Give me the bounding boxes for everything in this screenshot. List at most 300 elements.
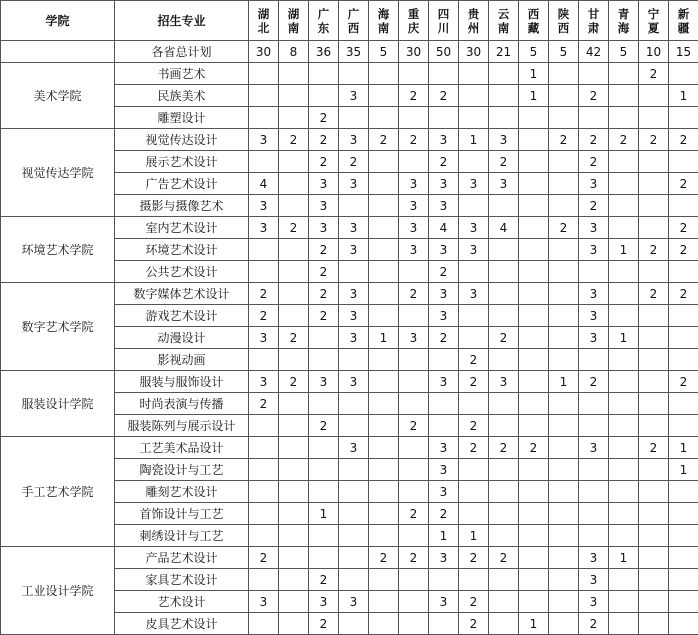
province-header xyxy=(459,1,489,41)
quota-cell xyxy=(489,349,519,371)
quota-cell xyxy=(639,327,669,349)
quota-cell xyxy=(639,393,669,415)
quota-cell xyxy=(519,393,549,415)
quota-cell: 2 xyxy=(489,327,519,349)
total-value-cell: 42 xyxy=(579,41,609,63)
quota-cell: 3 xyxy=(429,459,459,481)
quota-cell: 1 xyxy=(519,85,549,107)
quota-cell xyxy=(279,349,309,371)
quota-cell: 2 xyxy=(249,305,279,327)
quota-cell xyxy=(639,151,669,173)
major-cell: 游戏艺术设计 xyxy=(115,305,249,327)
quota-cell xyxy=(579,459,609,481)
quota-cell xyxy=(669,393,698,415)
quota-cell: 3 xyxy=(249,371,279,393)
quota-cell xyxy=(369,393,399,415)
quota-cell xyxy=(429,393,459,415)
quota-cell xyxy=(399,151,429,173)
quota-cell: 3 xyxy=(339,239,369,261)
quota-cell: 3 xyxy=(579,569,609,591)
quota-cell: 3 xyxy=(309,591,339,613)
quota-cell: 1 xyxy=(519,63,549,85)
quota-cell xyxy=(249,459,279,481)
quota-cell: 4 xyxy=(489,217,519,239)
quota-cell: 3 xyxy=(399,239,429,261)
quota-cell xyxy=(279,305,309,327)
quota-cell: 2 xyxy=(279,327,309,349)
quota-cell xyxy=(459,63,489,85)
quota-cell xyxy=(609,349,639,371)
quota-cell xyxy=(549,239,579,261)
quota-cell: 2 xyxy=(309,283,339,305)
quota-cell xyxy=(549,547,579,569)
quota-cell xyxy=(489,591,519,613)
total-value-cell: 8 xyxy=(279,41,309,63)
province-header-char: 广 xyxy=(339,7,368,21)
quota-cell xyxy=(489,459,519,481)
total-row-label: 各省总计划 xyxy=(115,41,249,63)
quota-cell xyxy=(669,481,698,503)
quota-cell: 2 xyxy=(579,371,609,393)
quota-cell: 2 xyxy=(309,613,339,635)
quota-cell xyxy=(399,371,429,393)
major-cell: 陶瓷设计与工艺 xyxy=(115,459,249,481)
quota-cell: 2 xyxy=(669,129,698,151)
quota-cell xyxy=(669,107,698,129)
quota-cell xyxy=(309,437,339,459)
quota-cell xyxy=(669,63,698,85)
quota-cell xyxy=(249,613,279,635)
province-header-char: 四 xyxy=(429,7,458,21)
province-header-char: 海 xyxy=(609,21,638,35)
quota-cell: 2 xyxy=(429,261,459,283)
major-cell: 摄影与摄像艺术 xyxy=(115,195,249,217)
quota-cell xyxy=(609,195,639,217)
province-header-char: 重 xyxy=(399,7,428,21)
quota-cell xyxy=(639,195,669,217)
quota-cell xyxy=(639,569,669,591)
quota-cell xyxy=(639,481,669,503)
total-value-cell: 30 xyxy=(249,41,279,63)
province-header-char: 藏 xyxy=(519,21,548,35)
quota-cell xyxy=(399,437,429,459)
quota-cell: 1 xyxy=(459,525,489,547)
quota-cell xyxy=(609,393,639,415)
quota-cell: 2 xyxy=(579,85,609,107)
table-row xyxy=(1,63,698,85)
quota-cell xyxy=(669,569,698,591)
major-cell: 书画艺术 xyxy=(115,63,249,85)
quota-cell: 3 xyxy=(429,173,459,195)
province-header xyxy=(279,1,309,41)
quota-cell: 1 xyxy=(429,525,459,547)
quota-cell xyxy=(609,151,639,173)
province-header xyxy=(609,1,639,41)
quota-cell: 1 xyxy=(669,437,698,459)
quota-cell xyxy=(579,503,609,525)
quota-cell xyxy=(519,305,549,327)
quota-cell xyxy=(279,195,309,217)
quota-cell xyxy=(519,459,549,481)
province-header-char: 庆 xyxy=(399,21,428,35)
quota-cell: 3 xyxy=(399,327,429,349)
quota-cell xyxy=(669,547,698,569)
quota-cell xyxy=(549,107,579,129)
major-cell: 刺绣设计与工艺 xyxy=(115,525,249,547)
quota-cell: 3 xyxy=(579,437,609,459)
province-header-char: 南 xyxy=(279,21,308,35)
quota-cell xyxy=(249,415,279,437)
quota-cell: 2 xyxy=(639,63,669,85)
quota-cell xyxy=(369,459,399,481)
quota-cell: 3 xyxy=(339,217,369,239)
quota-cell xyxy=(489,525,519,547)
quota-cell xyxy=(459,305,489,327)
province-header xyxy=(399,1,429,41)
quota-cell xyxy=(369,503,399,525)
quota-cell xyxy=(399,525,429,547)
quota-cell xyxy=(639,613,669,635)
total-value-cell: 5 xyxy=(369,41,399,63)
college-cell: 视觉传达学院 xyxy=(1,129,115,217)
quota-cell: 3 xyxy=(429,305,459,327)
quota-cell: 3 xyxy=(459,217,489,239)
quota-cell: 2 xyxy=(669,283,698,305)
total-value-cell: 5 xyxy=(609,41,639,63)
quota-cell xyxy=(309,85,339,107)
quota-cell xyxy=(519,415,549,437)
quota-cell: 3 xyxy=(339,591,369,613)
quota-cell: 3 xyxy=(459,239,489,261)
quota-cell: 2 xyxy=(489,547,519,569)
quota-cell xyxy=(429,349,459,371)
quota-cell xyxy=(429,63,459,85)
quota-cell: 2 xyxy=(549,129,579,151)
province-header-char: 西 xyxy=(519,7,548,21)
major-cell: 皮具艺术设计 xyxy=(115,613,249,635)
quota-cell xyxy=(549,591,579,613)
quota-cell xyxy=(369,239,399,261)
province-header-char: 广 xyxy=(309,7,338,21)
quota-cell xyxy=(519,349,549,371)
quota-cell: 3 xyxy=(339,327,369,349)
quota-cell xyxy=(279,437,309,459)
quota-cell xyxy=(339,525,369,547)
quota-cell xyxy=(669,349,698,371)
quota-cell xyxy=(519,525,549,547)
quota-cell xyxy=(549,261,579,283)
quota-cell: 2 xyxy=(249,393,279,415)
quota-cell: 2 xyxy=(399,503,429,525)
quota-cell: 1 xyxy=(459,129,489,151)
quota-cell xyxy=(429,107,459,129)
major-cell: 首饰设计与工艺 xyxy=(115,503,249,525)
quota-cell xyxy=(609,85,639,107)
quota-cell: 2 xyxy=(339,151,369,173)
quota-cell xyxy=(549,195,579,217)
quota-cell: 1 xyxy=(669,459,698,481)
quota-cell xyxy=(339,503,369,525)
quota-cell xyxy=(369,481,399,503)
quota-cell xyxy=(639,591,669,613)
quota-cell xyxy=(639,371,669,393)
quota-cell xyxy=(399,591,429,613)
quota-cell: 2 xyxy=(639,283,669,305)
quota-cell xyxy=(339,261,369,283)
quota-cell: 2 xyxy=(279,371,309,393)
quota-cell xyxy=(519,503,549,525)
major-cell: 影视动画 xyxy=(115,349,249,371)
quota-cell: 3 xyxy=(339,129,369,151)
table-row xyxy=(1,283,698,305)
quota-cell: 2 xyxy=(669,239,698,261)
quota-cell xyxy=(549,305,579,327)
quota-cell: 2 xyxy=(369,547,399,569)
quota-cell: 3 xyxy=(339,85,369,107)
quota-cell xyxy=(459,195,489,217)
quota-cell xyxy=(639,459,669,481)
province-header xyxy=(549,1,579,41)
quota-cell xyxy=(489,393,519,415)
quota-cell: 2 xyxy=(309,261,339,283)
quota-cell xyxy=(609,525,639,547)
quota-cell xyxy=(249,63,279,85)
quota-cell xyxy=(459,261,489,283)
quota-cell xyxy=(519,151,549,173)
quota-cell xyxy=(609,415,639,437)
quota-cell xyxy=(279,569,309,591)
quota-cell: 3 xyxy=(249,217,279,239)
quota-cell xyxy=(639,415,669,437)
quota-cell: 3 xyxy=(579,239,609,261)
quota-cell: 3 xyxy=(579,305,609,327)
quota-cell xyxy=(279,415,309,437)
quota-cell: 2 xyxy=(429,503,459,525)
quota-cell xyxy=(669,415,698,437)
province-header xyxy=(249,1,279,41)
quota-cell xyxy=(549,415,579,437)
quota-cell: 2 xyxy=(399,415,429,437)
quota-cell xyxy=(489,283,519,305)
province-header-char: 海 xyxy=(369,7,398,21)
quota-cell: 3 xyxy=(459,283,489,305)
quota-cell xyxy=(279,393,309,415)
table-row xyxy=(1,371,698,393)
total-row xyxy=(1,41,698,63)
quota-cell: 2 xyxy=(279,217,309,239)
quota-cell: 3 xyxy=(429,547,459,569)
quota-cell: 2 xyxy=(399,283,429,305)
quota-cell: 2 xyxy=(579,613,609,635)
quota-cell xyxy=(279,173,309,195)
quota-cell xyxy=(249,569,279,591)
province-header-char: 青 xyxy=(609,7,638,21)
quota-cell xyxy=(459,481,489,503)
province-header-char: 云 xyxy=(489,7,518,21)
quota-cell xyxy=(609,591,639,613)
quota-cell xyxy=(249,503,279,525)
major-cell: 艺术设计 xyxy=(115,591,249,613)
quota-cell xyxy=(639,85,669,107)
province-header xyxy=(579,1,609,41)
total-value-cell: 36 xyxy=(309,41,339,63)
quota-cell xyxy=(579,481,609,503)
quota-cell: 3 xyxy=(489,173,519,195)
quota-cell xyxy=(639,547,669,569)
header-row xyxy=(1,1,698,41)
quota-cell xyxy=(609,569,639,591)
quota-cell xyxy=(519,261,549,283)
quota-cell: 3 xyxy=(489,371,519,393)
quota-cell xyxy=(369,415,399,437)
quota-cell: 2 xyxy=(309,239,339,261)
quota-cell: 1 xyxy=(609,547,639,569)
quota-cell xyxy=(549,151,579,173)
quota-cell xyxy=(279,63,309,85)
province-header-char: 甘 xyxy=(579,7,608,21)
quota-cell xyxy=(369,85,399,107)
table-row xyxy=(1,547,698,569)
quota-cell xyxy=(399,261,429,283)
quota-cell xyxy=(519,569,549,591)
quota-cell: 2 xyxy=(639,437,669,459)
quota-cell: 2 xyxy=(459,591,489,613)
quota-cell xyxy=(669,525,698,547)
quota-cell xyxy=(669,613,698,635)
quota-cell xyxy=(669,195,698,217)
quota-cell: 2 xyxy=(309,129,339,151)
quota-cell xyxy=(309,393,339,415)
quota-cell xyxy=(579,393,609,415)
quota-cell: 3 xyxy=(579,591,609,613)
province-header-char: 疆 xyxy=(669,21,698,35)
quota-cell xyxy=(549,569,579,591)
province-header-char: 州 xyxy=(459,21,488,35)
major-cell: 服装陈列与展示设计 xyxy=(115,415,249,437)
quota-cell xyxy=(369,151,399,173)
quota-cell: 2 xyxy=(429,327,459,349)
quota-cell xyxy=(579,107,609,129)
quota-cell: 3 xyxy=(309,217,339,239)
major-cell: 公共艺术设计 xyxy=(115,261,249,283)
quota-cell: 3 xyxy=(339,437,369,459)
quota-cell xyxy=(669,327,698,349)
quota-cell xyxy=(489,239,519,261)
quota-cell xyxy=(639,107,669,129)
quota-cell xyxy=(519,107,549,129)
quota-cell: 2 xyxy=(369,129,399,151)
province-header-char: 肃 xyxy=(579,21,608,35)
quota-cell: 3 xyxy=(339,283,369,305)
quota-cell xyxy=(339,481,369,503)
quota-cell: 3 xyxy=(579,173,609,195)
quota-cell xyxy=(249,151,279,173)
quota-cell xyxy=(249,85,279,107)
quota-cell xyxy=(669,591,698,613)
province-header-char: 川 xyxy=(429,21,458,35)
quota-cell xyxy=(339,459,369,481)
quota-cell xyxy=(489,569,519,591)
quota-cell: 3 xyxy=(429,129,459,151)
quota-cell xyxy=(609,217,639,239)
quota-cell xyxy=(609,305,639,327)
quota-cell xyxy=(519,195,549,217)
table-row xyxy=(1,437,698,459)
quota-cell: 2 xyxy=(609,129,639,151)
quota-cell: 3 xyxy=(309,195,339,217)
quota-cell: 2 xyxy=(429,151,459,173)
table-row xyxy=(1,217,698,239)
total-value-cell: 30 xyxy=(459,41,489,63)
major-cell: 雕塑设计 xyxy=(115,107,249,129)
quota-cell xyxy=(639,305,669,327)
quota-cell: 2 xyxy=(249,283,279,305)
quota-cell xyxy=(399,393,429,415)
quota-cell xyxy=(279,261,309,283)
quota-cell xyxy=(609,437,639,459)
quota-cell xyxy=(369,261,399,283)
quota-cell: 3 xyxy=(459,173,489,195)
quota-cell: 3 xyxy=(579,283,609,305)
quota-cell: 2 xyxy=(429,85,459,107)
quota-cell xyxy=(369,437,399,459)
quota-cell xyxy=(399,569,429,591)
province-header xyxy=(669,1,698,41)
quota-cell xyxy=(309,459,339,481)
quota-cell xyxy=(369,349,399,371)
quota-cell xyxy=(459,569,489,591)
province-header-char: 新 xyxy=(669,7,698,21)
quota-cell xyxy=(459,107,489,129)
quota-cell xyxy=(489,613,519,635)
quota-cell xyxy=(309,63,339,85)
quota-cell xyxy=(519,283,549,305)
province-header xyxy=(339,1,369,41)
quota-cell: 3 xyxy=(249,327,279,349)
quota-cell xyxy=(549,503,579,525)
quota-cell xyxy=(579,415,609,437)
total-value-cell: 15 xyxy=(669,41,698,63)
quota-cell xyxy=(489,415,519,437)
quota-cell xyxy=(309,327,339,349)
quota-cell xyxy=(279,503,309,525)
quota-cell xyxy=(339,107,369,129)
quota-cell: 2 xyxy=(309,569,339,591)
quota-cell xyxy=(369,63,399,85)
province-header xyxy=(639,1,669,41)
quota-cell: 2 xyxy=(639,129,669,151)
quota-cell: 2 xyxy=(489,151,519,173)
quota-cell xyxy=(369,371,399,393)
quota-cell: 2 xyxy=(669,173,698,195)
quota-cell: 2 xyxy=(549,217,579,239)
quota-cell xyxy=(489,305,519,327)
province-header xyxy=(519,1,549,41)
quota-cell xyxy=(549,481,579,503)
quota-cell: 4 xyxy=(249,173,279,195)
quota-cell xyxy=(489,195,519,217)
quota-cell xyxy=(369,613,399,635)
quota-cell xyxy=(429,613,459,635)
total-value-cell: 5 xyxy=(549,41,579,63)
quota-cell xyxy=(399,459,429,481)
quota-cell xyxy=(279,591,309,613)
quota-cell xyxy=(489,503,519,525)
quota-cell: 3 xyxy=(429,239,459,261)
quota-cell xyxy=(309,481,339,503)
quota-cell xyxy=(369,591,399,613)
quota-cell xyxy=(669,305,698,327)
